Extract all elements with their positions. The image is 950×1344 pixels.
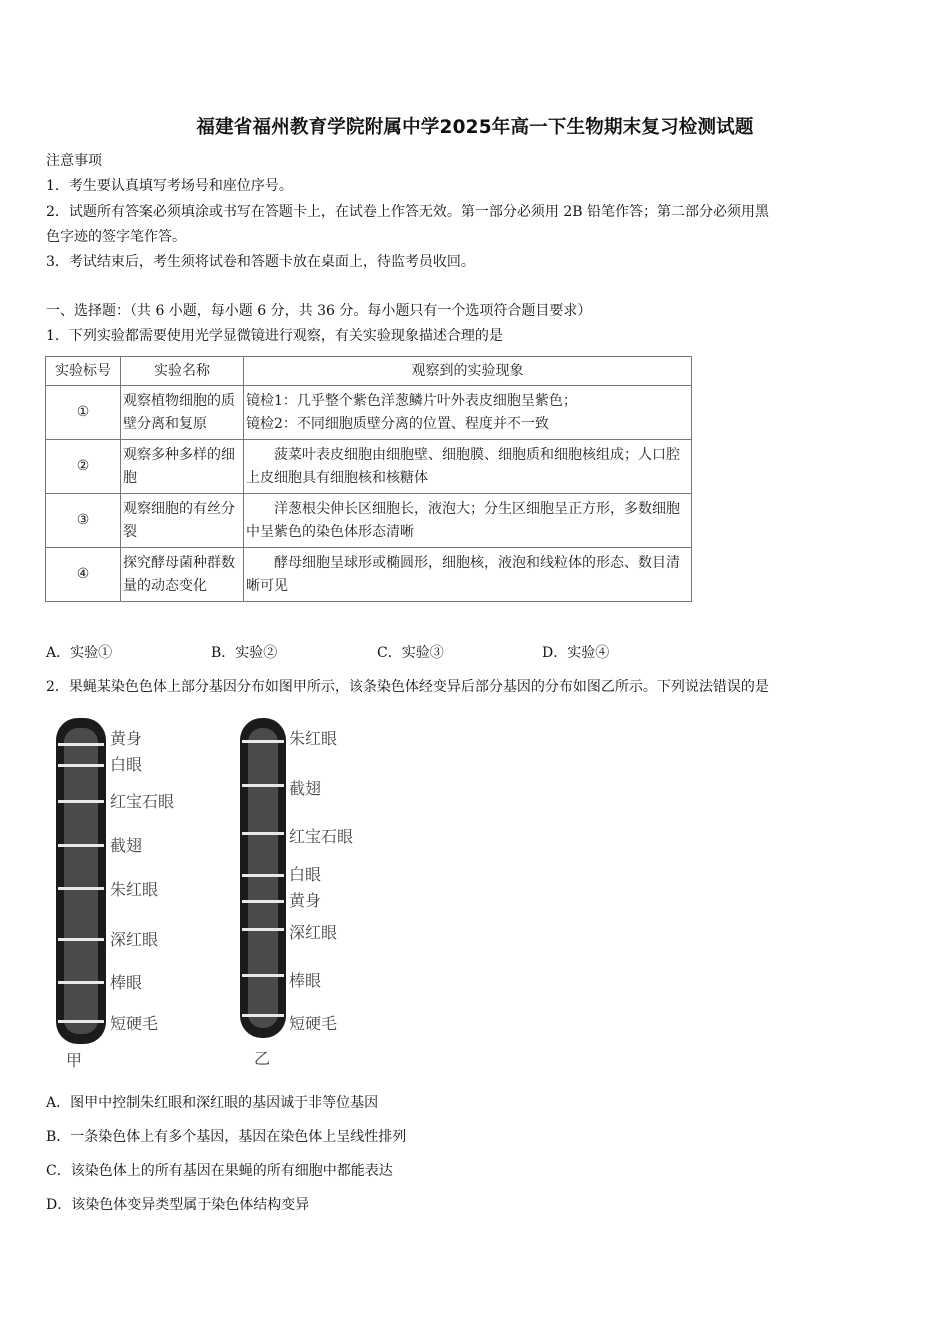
question-1-stem: 1．下列实验都需要使用光学显微镜进行观察，有关实验现象描述合理的是 [46,328,503,344]
notice-item-2: 2．试题所有答案必须填涂或书写在答题卡上，在试卷上作答无效。第一部分必须用 2B 铅笔作答；第二部分必须用黑 [46,204,769,220]
jia-label-4: 截翅 [110,836,143,855]
yi-label-7: 棒眼 [289,971,322,990]
header-name: 实验名称 [121,357,244,386]
header-no: 实验标号 [46,357,121,386]
page-title: 福建省福州教育学院附属中学2025年高一下生物期末复习检测试题 [196,117,754,138]
jia-label-5: 朱红眼 [110,880,159,899]
yi-label-1: 朱红眼 [289,729,338,748]
row-no: ② [46,440,121,494]
q2-option-b: B．一条染色体上有多个基因，基因在染色体上呈线性排列 [46,1129,407,1145]
notice-heading: 注意事项 [46,153,102,169]
q2-option-d: D．该染色体变异类型属于染色体结构变异 [46,1197,310,1213]
header-phenomenon: 观察到的实验现象 [244,357,692,386]
jia-label-7: 棒眼 [110,973,143,992]
q1-option-a: A．实验① [46,645,113,661]
table-row [46,548,692,602]
row-name: 观察植物细胞的质壁分离和复原 [121,386,244,440]
jia-caption: 甲 [66,1051,83,1070]
row-phenomenon: 酵母细胞呈球形或椭圆形，细胞核，液泡和线粒体的形态、数目清晰可见 [244,548,692,602]
q1-option-c: C．实验③ [377,645,444,661]
notice-item-3: 3．考试结束后，考生须将试卷和答题卡放在桌面上，待监考员收回。 [46,254,475,270]
table-row [46,440,692,494]
jia-label-2: 白眼 [110,755,143,774]
table-row [46,386,692,440]
table-row [46,494,692,548]
yi-label-2: 截翅 [289,779,322,798]
row-name: 探究酵母菌种群数量的动态变化 [121,548,244,602]
q1-option-d: D．实验④ [542,645,610,661]
notice-item-1: 1．考生要认真填写考场号和座位序号。 [46,178,293,194]
row-phenomenon: 菠菜叶表皮细胞由细胞壁、细胞膜、细胞质和细胞核组成；人口腔上皮细胞具有细胞核和核糖体 [244,440,692,494]
yi-label-5: 黄身 [289,891,322,910]
jia-label-1: 黄身 [110,729,143,748]
section-heading: 一、选择题：（共 6 小题，每小题 6 分，共 36 分。每小题只有一个选项符合题目要求） [46,303,592,319]
q2-option-c: C．该染色体上的所有基因在果蝇的所有细胞中都能表达 [46,1163,393,1179]
jia-label-3: 红宝石眼 [110,792,175,811]
jia-label-6: 深红眼 [110,930,159,949]
question-2-stem: 2．果蝇某染色色体上部分基因分布如图甲所示，该条染色体经变异后部分基因的分布如图乙所示。下列说法错误的是 [46,679,769,695]
yi-label-8: 短硬毛 [289,1014,338,1033]
q2-option-a: A．图甲中控制朱红眼和深红眼的基因诚于非等位基因 [46,1095,379,1111]
yi-caption: 乙 [254,1049,271,1068]
row-phenomenon [244,386,692,440]
notice-item-2-cont: 色字迹的签字笔作答。 [46,229,186,245]
jia-label-8: 短硬毛 [110,1014,159,1033]
row-phenomenon-b: 镜检2：不同细胞质壁分离的位置、程度并不一致 [246,415,549,432]
row-phenomenon: 洋葱根尖伸长区细胞长，液泡大；分生区细胞呈正方形，多数细胞中呈紫色的染色体形态清晰 [244,494,692,548]
yi-label-6: 深红眼 [289,923,338,942]
row-no: ④ [46,548,121,602]
row-name: 观察细胞的有丝分裂 [121,494,244,548]
chromosome-figure [52,716,382,1076]
row-no: ③ [46,494,121,548]
row-phenomenon-a: 镜检1：几乎整个紫色洋葱鳞片叶外表皮细胞呈紫色； [246,392,577,409]
experiment-table [45,356,692,602]
q1-option-b: B．实验② [211,645,278,661]
row-no: ① [46,386,121,440]
yi-label-4: 白眼 [289,865,322,884]
yi-label-3: 红宝石眼 [289,827,354,846]
table-header-row [46,357,692,386]
row-name: 观察多种多样的细胞 [121,440,244,494]
